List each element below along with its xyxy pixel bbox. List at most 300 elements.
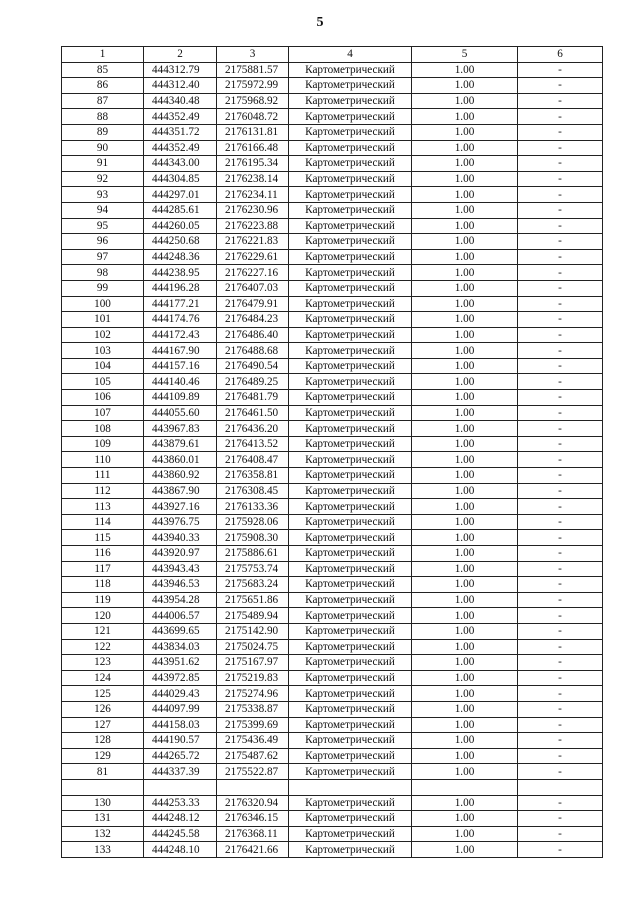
table-row xyxy=(62,452,603,468)
accuracy-cell: 1.00 xyxy=(412,717,518,733)
method-cell: Картометрический xyxy=(289,358,412,374)
accuracy-cell: 1.00 xyxy=(412,795,518,811)
header-cell: 3 xyxy=(217,47,289,63)
method-cell: Картометрический xyxy=(289,343,412,359)
note-cell: - xyxy=(518,577,603,593)
x-coordinate-cell: 444167.90 xyxy=(144,343,217,359)
method-cell: Картометрический xyxy=(289,670,412,686)
x-coordinate-cell: 444158.03 xyxy=(144,717,217,733)
point-number-cell: 89 xyxy=(62,124,144,140)
method-cell: Картометрический xyxy=(289,546,412,562)
table-row xyxy=(62,390,603,406)
x-coordinate-cell: 444196.28 xyxy=(144,280,217,296)
x-coordinate-cell: 444337.39 xyxy=(144,764,217,780)
point-number-cell: 122 xyxy=(62,639,144,655)
note-cell: - xyxy=(518,265,603,281)
note-cell: - xyxy=(518,343,603,359)
x-coordinate-cell: 443943.43 xyxy=(144,561,217,577)
x-coordinate-cell: 444245.58 xyxy=(144,826,217,842)
y-coordinate-cell: 2176484.23 xyxy=(217,312,289,328)
method-cell: Картометрический xyxy=(289,561,412,577)
point-number-cell: 105 xyxy=(62,374,144,390)
point-number-cell: 110 xyxy=(62,452,144,468)
note-cell: - xyxy=(518,826,603,842)
x-coordinate-cell: 443699.65 xyxy=(144,623,217,639)
table-row xyxy=(62,280,603,296)
x-coordinate-cell xyxy=(144,779,217,795)
note-cell: - xyxy=(518,592,603,608)
note-cell: - xyxy=(518,701,603,717)
x-coordinate-cell: 443927.16 xyxy=(144,499,217,515)
y-coordinate-cell: 2175024.75 xyxy=(217,639,289,655)
header-cell: 2 xyxy=(144,47,217,63)
table-row xyxy=(62,561,603,577)
note-cell: - xyxy=(518,249,603,265)
y-coordinate-cell: 2175928.06 xyxy=(217,514,289,530)
accuracy-cell: 1.00 xyxy=(412,701,518,717)
note-cell: - xyxy=(518,374,603,390)
header-cell: 1 xyxy=(62,47,144,63)
table-row xyxy=(62,842,603,858)
x-coordinate-cell: 444097.99 xyxy=(144,701,217,717)
y-coordinate-cell: 2176048.72 xyxy=(217,109,289,125)
method-cell: Картометрический xyxy=(289,530,412,546)
accuracy-cell: 1.00 xyxy=(412,249,518,265)
point-number-cell: 130 xyxy=(62,795,144,811)
y-coordinate-cell: 2176368.11 xyxy=(217,826,289,842)
table-row xyxy=(62,249,603,265)
y-coordinate-cell: 2176308.45 xyxy=(217,483,289,499)
y-coordinate-cell: 2176481.79 xyxy=(217,390,289,406)
y-coordinate-cell: 2176230.96 xyxy=(217,202,289,218)
y-coordinate-cell: 2176227.16 xyxy=(217,265,289,281)
y-coordinate-cell: 2176479.91 xyxy=(217,296,289,312)
y-coordinate-cell: 2175219.83 xyxy=(217,670,289,686)
point-number-cell: 88 xyxy=(62,109,144,125)
note-cell: - xyxy=(518,842,603,858)
table-row xyxy=(62,327,603,343)
y-coordinate-cell: 2176131.81 xyxy=(217,124,289,140)
y-coordinate-cell: 2176407.03 xyxy=(217,280,289,296)
accuracy-cell: 1.00 xyxy=(412,187,518,203)
point-number-cell: 108 xyxy=(62,421,144,437)
table-row xyxy=(62,436,603,452)
note-cell: - xyxy=(518,608,603,624)
table-row xyxy=(62,234,603,250)
table-row xyxy=(62,483,603,499)
note-cell xyxy=(518,779,603,795)
point-number-cell: 111 xyxy=(62,468,144,484)
accuracy-cell: 1.00 xyxy=(412,374,518,390)
table-row xyxy=(62,623,603,639)
table-row xyxy=(62,312,603,328)
note-cell: - xyxy=(518,795,603,811)
x-coordinate-cell: 444172.43 xyxy=(144,327,217,343)
accuracy-cell: 1.00 xyxy=(412,156,518,172)
table-row xyxy=(62,405,603,421)
method-cell: Картометрический xyxy=(289,499,412,515)
method-cell: Картометрический xyxy=(289,218,412,234)
accuracy-cell: 1.00 xyxy=(412,623,518,639)
point-number-cell: 112 xyxy=(62,483,144,499)
method-cell: Картометрический xyxy=(289,608,412,624)
note-cell: - xyxy=(518,811,603,827)
point-number-cell: 131 xyxy=(62,811,144,827)
note-cell: - xyxy=(518,561,603,577)
accuracy-cell: 1.00 xyxy=(412,499,518,515)
method-cell: Картометрический xyxy=(289,280,412,296)
point-number-cell: 124 xyxy=(62,670,144,686)
table-row xyxy=(62,202,603,218)
note-cell: - xyxy=(518,764,603,780)
method-cell: Картометрический xyxy=(289,312,412,328)
table-header-row xyxy=(62,47,603,63)
method-cell: Картометрический xyxy=(289,124,412,140)
note-cell: - xyxy=(518,390,603,406)
y-coordinate-cell: 2175651.86 xyxy=(217,592,289,608)
method-cell: Картометрический xyxy=(289,826,412,842)
point-number-cell: 106 xyxy=(62,390,144,406)
y-coordinate-cell: 2176346.15 xyxy=(217,811,289,827)
table-row xyxy=(62,748,603,764)
accuracy-cell: 1.00 xyxy=(412,93,518,109)
method-cell: Картометрический xyxy=(289,468,412,484)
y-coordinate-cell: 2176229.61 xyxy=(217,249,289,265)
table-row xyxy=(62,124,603,140)
point-number-cell: 104 xyxy=(62,358,144,374)
accuracy-cell: 1.00 xyxy=(412,296,518,312)
table-row xyxy=(62,779,603,795)
point-number-cell: 119 xyxy=(62,592,144,608)
x-coordinate-cell: 444250.68 xyxy=(144,234,217,250)
y-coordinate-cell: 2176223.88 xyxy=(217,218,289,234)
accuracy-cell: 1.00 xyxy=(412,592,518,608)
point-number-cell: 94 xyxy=(62,202,144,218)
point-number-cell: 86 xyxy=(62,78,144,94)
point-number-cell: 132 xyxy=(62,826,144,842)
table-row xyxy=(62,218,603,234)
point-number-cell: 115 xyxy=(62,530,144,546)
x-coordinate-cell: 444304.85 xyxy=(144,171,217,187)
x-coordinate-cell: 444297.01 xyxy=(144,187,217,203)
note-cell: - xyxy=(518,187,603,203)
note-cell: - xyxy=(518,717,603,733)
y-coordinate-cell: 2176461.50 xyxy=(217,405,289,421)
accuracy-cell: 1.00 xyxy=(412,436,518,452)
note-cell: - xyxy=(518,546,603,562)
method-cell: Картометрический xyxy=(289,717,412,733)
y-coordinate-cell: 2175753.74 xyxy=(217,561,289,577)
accuracy-cell: 1.00 xyxy=(412,577,518,593)
table-row xyxy=(62,577,603,593)
x-coordinate-cell: 444343.00 xyxy=(144,156,217,172)
y-coordinate-cell: 2175487.62 xyxy=(217,748,289,764)
accuracy-cell: 1.00 xyxy=(412,358,518,374)
y-coordinate-cell: 2176489.25 xyxy=(217,374,289,390)
point-number-cell xyxy=(62,779,144,795)
method-cell: Картометрический xyxy=(289,171,412,187)
method-cell: Картометрический xyxy=(289,483,412,499)
point-number-cell: 117 xyxy=(62,561,144,577)
method-cell: Картометрический xyxy=(289,842,412,858)
point-number-cell: 99 xyxy=(62,280,144,296)
y-coordinate-cell: 2175972.99 xyxy=(217,78,289,94)
x-coordinate-cell: 444248.12 xyxy=(144,811,217,827)
note-cell: - xyxy=(518,156,603,172)
table-row xyxy=(62,811,603,827)
note-cell: - xyxy=(518,202,603,218)
method-cell: Картометрический xyxy=(289,405,412,421)
x-coordinate-cell: 444352.49 xyxy=(144,109,217,125)
x-coordinate-cell: 444285.61 xyxy=(144,202,217,218)
note-cell: - xyxy=(518,78,603,94)
accuracy-cell: 1.00 xyxy=(412,811,518,827)
x-coordinate-cell: 444340.48 xyxy=(144,93,217,109)
header-cell: 4 xyxy=(289,47,412,63)
accuracy-cell: 1.00 xyxy=(412,655,518,671)
table-row xyxy=(62,468,603,484)
x-coordinate-cell: 443940.33 xyxy=(144,530,217,546)
x-coordinate-cell: 443879.61 xyxy=(144,436,217,452)
note-cell: - xyxy=(518,312,603,328)
x-coordinate-cell: 444140.46 xyxy=(144,374,217,390)
table-row xyxy=(62,546,603,562)
method-cell: Картометрический xyxy=(289,764,412,780)
y-coordinate-cell: 2176421.66 xyxy=(217,842,289,858)
y-coordinate-cell: 2176488.68 xyxy=(217,343,289,359)
accuracy-cell: 1.00 xyxy=(412,78,518,94)
table-row xyxy=(62,343,603,359)
note-cell: - xyxy=(518,109,603,125)
table-row xyxy=(62,78,603,94)
method-cell: Картометрический xyxy=(289,733,412,749)
method-cell: Картометрический xyxy=(289,577,412,593)
accuracy-cell: 1.00 xyxy=(412,608,518,624)
accuracy-cell: 1.00 xyxy=(412,265,518,281)
x-coordinate-cell: 444352.49 xyxy=(144,140,217,156)
accuracy-cell: 1.00 xyxy=(412,280,518,296)
x-coordinate-cell: 443860.01 xyxy=(144,452,217,468)
accuracy-cell: 1.00 xyxy=(412,842,518,858)
method-cell: Картометрический xyxy=(289,109,412,125)
point-number-cell: 95 xyxy=(62,218,144,234)
x-coordinate-cell: 444312.40 xyxy=(144,78,217,94)
x-coordinate-cell: 444248.10 xyxy=(144,842,217,858)
note-cell: - xyxy=(518,483,603,499)
table-row xyxy=(62,62,603,78)
y-coordinate-cell: 2175886.61 xyxy=(217,546,289,562)
x-coordinate-cell: 444312.79 xyxy=(144,62,217,78)
table-row xyxy=(62,701,603,717)
point-number-cell: 128 xyxy=(62,733,144,749)
table-row xyxy=(62,592,603,608)
point-number-cell: 120 xyxy=(62,608,144,624)
y-coordinate-cell: 2176238.14 xyxy=(217,171,289,187)
point-number-cell: 101 xyxy=(62,312,144,328)
x-coordinate-cell: 444177.21 xyxy=(144,296,217,312)
point-number-cell: 96 xyxy=(62,234,144,250)
point-number-cell: 114 xyxy=(62,514,144,530)
method-cell: Картометрический xyxy=(289,452,412,468)
y-coordinate-cell: 2175968.92 xyxy=(217,93,289,109)
accuracy-cell: 1.00 xyxy=(412,343,518,359)
point-number-cell: 85 xyxy=(62,62,144,78)
accuracy-cell: 1.00 xyxy=(412,514,518,530)
accuracy-cell: 1.00 xyxy=(412,764,518,780)
x-coordinate-cell: 444190.57 xyxy=(144,733,217,749)
x-coordinate-cell: 444265.72 xyxy=(144,748,217,764)
method-cell: Картометрический xyxy=(289,202,412,218)
point-number-cell: 123 xyxy=(62,655,144,671)
method-cell: Картометрический xyxy=(289,701,412,717)
x-coordinate-cell: 443920.97 xyxy=(144,546,217,562)
table-row xyxy=(62,670,603,686)
table-row xyxy=(62,514,603,530)
note-cell: - xyxy=(518,140,603,156)
table-row xyxy=(62,265,603,281)
method-cell: Картометрический xyxy=(289,592,412,608)
method-cell: Картометрический xyxy=(289,686,412,702)
accuracy-cell: 1.00 xyxy=(412,405,518,421)
method-cell: Картометрический xyxy=(289,296,412,312)
accuracy-cell: 1.00 xyxy=(412,639,518,655)
note-cell: - xyxy=(518,171,603,187)
table-row xyxy=(62,764,603,780)
table-row xyxy=(62,639,603,655)
accuracy-cell: 1.00 xyxy=(412,826,518,842)
accuracy-cell: 1.00 xyxy=(412,483,518,499)
table-row xyxy=(62,686,603,702)
accuracy-cell: 1.00 xyxy=(412,124,518,140)
accuracy-cell: 1.00 xyxy=(412,171,518,187)
note-cell: - xyxy=(518,405,603,421)
y-coordinate-cell: 2175338.87 xyxy=(217,701,289,717)
note-cell: - xyxy=(518,93,603,109)
point-number-cell: 97 xyxy=(62,249,144,265)
table-row xyxy=(62,296,603,312)
accuracy-cell: 1.00 xyxy=(412,546,518,562)
note-cell: - xyxy=(518,530,603,546)
accuracy-cell: 1.00 xyxy=(412,452,518,468)
method-cell: Картометрический xyxy=(289,62,412,78)
accuracy-cell: 1.00 xyxy=(412,561,518,577)
y-coordinate-cell: 2175167.97 xyxy=(217,655,289,671)
method-cell: Картометрический xyxy=(289,514,412,530)
y-coordinate-cell: 2176358.81 xyxy=(217,468,289,484)
note-cell: - xyxy=(518,280,603,296)
y-coordinate-cell: 2176490.54 xyxy=(217,358,289,374)
y-coordinate-cell: 2176133.36 xyxy=(217,499,289,515)
x-coordinate-cell: 444260.05 xyxy=(144,218,217,234)
point-number-cell: 100 xyxy=(62,296,144,312)
accuracy-cell: 1.00 xyxy=(412,686,518,702)
method-cell: Картометрический xyxy=(289,187,412,203)
point-number-cell: 129 xyxy=(62,748,144,764)
note-cell: - xyxy=(518,218,603,234)
point-number-cell: 90 xyxy=(62,140,144,156)
accuracy-cell: 1.00 xyxy=(412,202,518,218)
y-coordinate-cell: 2176408.47 xyxy=(217,452,289,468)
note-cell: - xyxy=(518,358,603,374)
note-cell: - xyxy=(518,234,603,250)
accuracy-cell: 1.00 xyxy=(412,62,518,78)
accuracy-cell xyxy=(412,779,518,795)
table-row xyxy=(62,421,603,437)
method-cell: Картометрический xyxy=(289,748,412,764)
note-cell: - xyxy=(518,733,603,749)
accuracy-cell: 1.00 xyxy=(412,421,518,437)
point-number-cell: 102 xyxy=(62,327,144,343)
note-cell: - xyxy=(518,639,603,655)
note-cell: - xyxy=(518,514,603,530)
x-coordinate-cell: 444006.57 xyxy=(144,608,217,624)
x-coordinate-cell: 444248.36 xyxy=(144,249,217,265)
method-cell: Картометрический xyxy=(289,639,412,655)
table-row xyxy=(62,109,603,125)
x-coordinate-cell: 443834.03 xyxy=(144,639,217,655)
note-cell: - xyxy=(518,327,603,343)
x-coordinate-cell: 444055.60 xyxy=(144,405,217,421)
accuracy-cell: 1.00 xyxy=(412,468,518,484)
note-cell: - xyxy=(518,748,603,764)
accuracy-cell: 1.00 xyxy=(412,109,518,125)
point-number-cell: 125 xyxy=(62,686,144,702)
x-coordinate-cell: 443972.85 xyxy=(144,670,217,686)
point-number-cell: 121 xyxy=(62,623,144,639)
method-cell: Картометрический xyxy=(289,265,412,281)
y-coordinate-cell: 2175436.49 xyxy=(217,733,289,749)
x-coordinate-cell: 443951.62 xyxy=(144,655,217,671)
y-coordinate-cell: 2175399.69 xyxy=(217,717,289,733)
accuracy-cell: 1.00 xyxy=(412,390,518,406)
point-number-cell: 91 xyxy=(62,156,144,172)
y-coordinate-cell: 2175522.87 xyxy=(217,764,289,780)
header-cell: 6 xyxy=(518,47,603,63)
point-number-cell: 93 xyxy=(62,187,144,203)
method-cell: Картометрический xyxy=(289,655,412,671)
x-coordinate-cell: 443976.75 xyxy=(144,514,217,530)
note-cell: - xyxy=(518,421,603,437)
point-number-cell: 109 xyxy=(62,436,144,452)
x-coordinate-cell: 443967.83 xyxy=(144,421,217,437)
accuracy-cell: 1.00 xyxy=(412,312,518,328)
table-row xyxy=(62,530,603,546)
table-row xyxy=(62,717,603,733)
table-row xyxy=(62,733,603,749)
x-coordinate-cell: 443867.90 xyxy=(144,483,217,499)
point-number-cell: 81 xyxy=(62,764,144,780)
y-coordinate-cell: 2176221.83 xyxy=(217,234,289,250)
note-cell: - xyxy=(518,436,603,452)
y-coordinate-cell: 2175683.24 xyxy=(217,577,289,593)
point-number-cell: 118 xyxy=(62,577,144,593)
accuracy-cell: 1.00 xyxy=(412,234,518,250)
table-row xyxy=(62,156,603,172)
point-number-cell: 103 xyxy=(62,343,144,359)
y-coordinate-cell: 2176166.48 xyxy=(217,140,289,156)
table-row xyxy=(62,171,603,187)
note-cell: - xyxy=(518,452,603,468)
header-cell: 5 xyxy=(412,47,518,63)
x-coordinate-cell: 443946.53 xyxy=(144,577,217,593)
x-coordinate-cell: 444174.76 xyxy=(144,312,217,328)
accuracy-cell: 1.00 xyxy=(412,140,518,156)
x-coordinate-cell: 444029.43 xyxy=(144,686,217,702)
table-row xyxy=(62,795,603,811)
accuracy-cell: 1.00 xyxy=(412,218,518,234)
note-cell: - xyxy=(518,124,603,140)
method-cell: Картометрический xyxy=(289,390,412,406)
